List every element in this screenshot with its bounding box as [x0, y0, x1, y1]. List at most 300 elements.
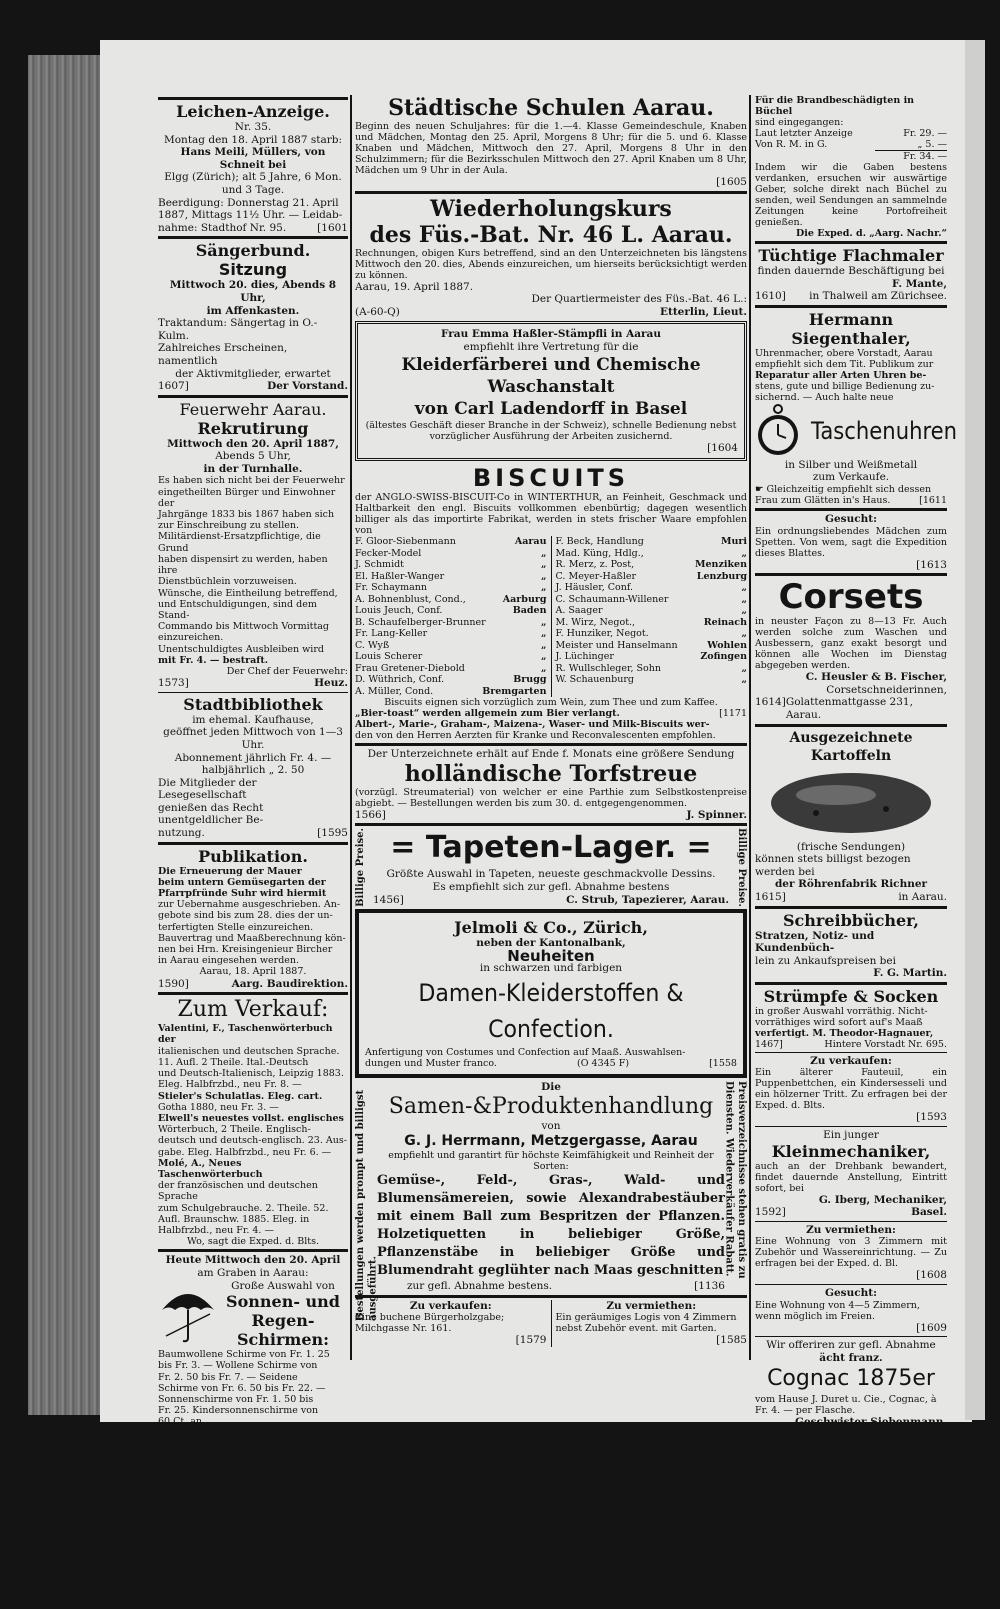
rule — [755, 305, 947, 308]
dealer-row — [355, 628, 547, 640]
ad-signature: Geschwister Siebenmann, — [795, 1416, 947, 1429]
ad-saengerbund — [158, 241, 348, 392]
ad-title: Städtische Schulen Aarau. — [388, 95, 714, 121]
ad-line: Militärdienst-Ersatzpflichtige, die Grund — [158, 531, 321, 554]
ad-line: Aufl. Braunschw. 1885. Eleg. in — [158, 1213, 310, 1225]
dealer-name: Meister und Hanselmann — [555, 639, 678, 651]
ad-line: Valentini, F., Taschenwörterbuch der — [158, 1023, 333, 1046]
ad-ref: (A-60-Q) — [355, 305, 400, 318]
ad-line: der französischen und deutschen Sprache — [158, 1180, 318, 1203]
ad-line: zur Uebernahme ausgeschrieben. An- — [158, 899, 341, 911]
ad-line: der Röhrenfabrik Richner — [774, 878, 928, 891]
ad-signature: F. Mante, — [892, 277, 947, 290]
ad-biscuits — [355, 464, 747, 741]
ad-headline: Taschenuhren — [810, 416, 958, 445]
rule — [158, 1474, 348, 1477]
ad-line: Frau zum Glätten in's Haus. — [755, 494, 891, 506]
rule — [355, 191, 747, 194]
dealer-town: „ — [541, 628, 547, 640]
ad-text: (ältestes Geschäft dieser Branche in der Schweiz), schnelle Bedienung nebst vorzüglicher Ausführung der Arbeiten zusichernd. — [365, 419, 737, 442]
ad-line: einzureichen. — [158, 632, 224, 644]
dealer-name: Louis Jeuch, Conf. — [355, 605, 443, 617]
ad-text: Eine buchene Bürgerholzgabe; Milchgasse Nr. 161. — [355, 1312, 505, 1335]
dealer-name: F. Gloor-Siebenmann — [355, 536, 456, 548]
ad-logis — [552, 1300, 748, 1347]
ad-line: Albert-, Marie-, Graham-, Maizena-, Waser- und Milk-Biscuits wer- — [355, 719, 710, 731]
ad-line: zum Verkaufe. — [812, 471, 890, 484]
ad-line: mit Fr. 4. — bestraft. — [158, 654, 269, 666]
rule — [355, 1295, 747, 1298]
ad-ref: 1612] — [158, 1597, 186, 1609]
rule — [755, 724, 947, 727]
ad-ref: 1467] — [755, 1038, 783, 1050]
ad-line: Gotha 1880, neu Fr. 3. — — [158, 1101, 279, 1113]
ad-title: Gesucht: — [825, 512, 877, 525]
ad-kleinmechaniker — [755, 1129, 947, 1219]
ad-schulen — [355, 95, 747, 189]
ad-line: 1887, Mittags 11½ Uhr. — Leidab- — [158, 209, 343, 222]
ad-line: Sattler und Tapezierer, — [237, 1586, 348, 1598]
ad-line: Wo, sagt die Exped. d. Blts. — [186, 1236, 320, 1248]
ad-line: stens, gute und billige Bedienung zu- — [755, 380, 935, 392]
ad-line: eingetroffen; welche bei — [231, 1541, 348, 1553]
dealer-row — [556, 651, 748, 663]
dealer-name: J. Schmidt — [355, 559, 405, 571]
dealer-row — [355, 663, 547, 675]
ad-subtitle: von Carl Ladendorff in Basel — [414, 398, 688, 419]
dealer-name: Fr. Lang-Keller — [355, 628, 428, 640]
ad-text: Eine Wohnung von 3 Zimmern mit Zubehör und Wassereinrichtung. — Zu erfragen bei der Exped. d. Bl. — [755, 1236, 947, 1270]
dealer-row — [556, 594, 748, 606]
ad-zu-vermiethen — [755, 1224, 947, 1282]
ad-line: Bauvertrag und Maaßberechnung kön- — [158, 932, 346, 944]
ad-line: Uhrenmacher, obere Vorstadt, Aarau — [755, 347, 933, 359]
ad-subtitle: Neuheiten — [507, 946, 595, 965]
rule — [755, 1052, 947, 1053]
dealer-town: „ — [741, 547, 747, 559]
ad-line: können stets billigst bezogen werden bei — [755, 853, 911, 878]
ad-title: Zu vermiethen: — [606, 1299, 697, 1312]
ad-line: Achtungsvoll — [158, 1446, 228, 1459]
ad-text: auch an der Drehbank bewandert, findet dauernde Anstellung, Eintritt sofort, bei — [755, 1160, 947, 1194]
ad-title: Feuerwehr Aarau. — [179, 399, 327, 419]
dealer-town: Bremgarten — [482, 685, 547, 697]
ad-line: Hintere Vorstadt Nr. 695. — [824, 1038, 947, 1050]
rule — [755, 1126, 947, 1127]
ad-line: Eleg. Halbfrzbd., neu Fr. 8. — — [158, 1079, 302, 1091]
ad-line: deutsch und deutsch-englisch. 23. Aus- — [158, 1135, 347, 1147]
dealer-name: Louis Scherer — [355, 651, 423, 663]
ad-stadtbibliothek — [158, 695, 348, 840]
ad-signature: Die Exped. d. „Aarg. Nachr.“ — [796, 228, 947, 239]
ad-line: sind eingegangen: — [755, 117, 844, 128]
dealer-name: B. Schaufelberger-Brunner — [355, 616, 486, 628]
ad-line: Von R. M. in G. — [755, 139, 828, 150]
dealer-row — [556, 582, 748, 594]
dealer-name: R. Merz, z. Post, — [555, 559, 635, 571]
ad-title: Zum Verkauf: — [177, 997, 329, 1023]
rule — [755, 1444, 947, 1447]
rule — [158, 1249, 348, 1252]
ad-ref: [1616 — [317, 1446, 348, 1459]
ad-title: Gesucht: — [825, 1287, 877, 1300]
ad-ref: [1613 — [916, 558, 947, 571]
rule — [755, 508, 947, 511]
ad-faerberei — [355, 321, 747, 461]
ad-line: Eduard Lüthy, — [273, 1575, 348, 1587]
ad-title: Wiederholungskurs — [430, 195, 672, 222]
dealer-row — [556, 536, 748, 548]
ad-line: genießen das Recht unentgeldlicher Be- — [158, 801, 264, 827]
dealer-name: Mad. Küng, Hdlg., — [555, 547, 644, 559]
dealer-row — [355, 536, 547, 548]
book-spine — [28, 55, 108, 1415]
ad-publikation — [158, 847, 348, 991]
rule — [355, 823, 747, 826]
potato-icon — [766, 769, 936, 837]
rule — [158, 842, 348, 845]
ad-line: billigen Preisen zu gefl. — [234, 1553, 348, 1565]
ad-line: empfiehlt sich dem Tit. Publikum zur — [755, 358, 934, 370]
ad-zum-verkauf — [158, 997, 348, 1247]
dealer-name: M. Wirz, Negot., — [555, 616, 636, 628]
ad-ref: 1573] — [158, 677, 189, 690]
dealer-name: A. Bohnenblust, Cond., — [355, 593, 466, 605]
ad-title: Cognac 1875er — [767, 1366, 935, 1392]
ad-line: Halbfrzbd., neu Fr. 4. — — [158, 1224, 274, 1236]
ad-line: geöffnet jeden Mittwoch von 1—3 Uhr. — [163, 726, 343, 751]
ad-slogan: Große Auswahl! — [181, 1427, 325, 1447]
ad-line: Größte Auswahl in Tapeten, neueste geschmackvolle Dessins. — [386, 868, 716, 881]
rule — [755, 573, 947, 576]
rule — [158, 395, 348, 398]
ad-line: zur gefl. Abnahme bestens. — [407, 1280, 553, 1293]
dealer-row — [556, 640, 748, 652]
ad-title: Stadtbibliothek — [183, 694, 323, 714]
dealer-town: Reinach — [703, 616, 747, 628]
ad-line: in Aarau. — [898, 890, 947, 903]
ad-ref: 1592] — [755, 1206, 786, 1219]
ad-line: Commando bis Mittwoch Vormittag — [158, 621, 330, 633]
ad-title: BISCUITS — [472, 464, 630, 493]
dealer-name: A. Saager — [555, 605, 603, 617]
ad-signature: Etterlin, Lieut. — [659, 305, 747, 318]
dealer-row — [355, 617, 547, 629]
ad-line: Molé, A., Neues Taschenwörterbuch — [158, 1157, 263, 1180]
ad-line: neben der Kantonalbank, — [476, 937, 626, 950]
dealer-town: „ — [541, 547, 547, 559]
ad-text: Ein geräumiges Logis von 4 Zimmern nebst Zubehör event. mit Garten. — [555, 1312, 737, 1335]
dealer-town: „ — [541, 662, 547, 674]
ad-text: der ANGLO-SWISS-BISCUIT-Co in WINTERTHUR, an Feinheit, Geschmack und Haltbarkeit den engl. Biscuits vollkommen ebenbürtig; dagegen wesentlich billiger als das importirte Fabrikat, werden in stets frischer Waare empfohlen von — [355, 492, 747, 537]
dealer-name: C. Schaumann-Willener — [555, 593, 669, 605]
ad-text: Ein Knabe von 16—18 Jahren könnte unter günstigen Bedingungen in die Lehre treten. Nachfrage beim Verleger dieses Blattes. — [755, 1467, 947, 1512]
rule — [158, 992, 348, 995]
ad-line: im Affenkasten. — [206, 304, 300, 317]
ad-line: nen bei Hrn. Kreisingenieur Bircher — [158, 944, 333, 956]
ad-line: Laut letzter Anzeige — [755, 128, 853, 139]
ad-line: Schirme von Fr. 6. 50 bis Fr. 22. — — [158, 1382, 326, 1394]
ad-title: Sonnen- und — [226, 1292, 340, 1312]
dealer-name: F. Beck, Handlung — [555, 536, 644, 548]
ad-ref: [1595 — [317, 827, 348, 840]
column-rule-2 — [749, 95, 751, 1360]
ad-gesucht-maedchen — [755, 513, 947, 571]
ad-ref: 1566] — [355, 808, 386, 821]
dealer-row — [556, 663, 748, 675]
ad-ref: 1590] — [158, 977, 189, 990]
ad-schirme — [158, 1254, 348, 1471]
ad-cognac — [755, 1339, 947, 1441]
dealer-town: „ — [541, 616, 547, 628]
ad-ref: [1605 — [716, 176, 747, 188]
rule — [755, 906, 947, 909]
column-right — [755, 95, 958, 1524]
dealer-row — [556, 559, 748, 571]
ad-line: und 3 Tage. — [221, 183, 285, 196]
ad-line: Stieler's Schulatlas. Eleg. cart. — [158, 1090, 323, 1102]
ad-flachmaler — [755, 246, 947, 303]
dealer-town: „ — [741, 582, 747, 594]
rule — [158, 236, 348, 239]
ad-line: in Thalweil am Zürichsee. — [809, 290, 947, 303]
ad-kinderwagen — [158, 1479, 384, 1609]
dealer-name: W. Schauenburg — [555, 674, 634, 686]
dealer-row — [556, 628, 748, 640]
ad-subtitle: G. J. Herrmann, Metzgergasse, Aarau — [404, 1133, 698, 1150]
ad-side-text: Preisverzeichnisse stehen gratis zu Diensten. Wiederverkäufer Rabatt. — [723, 1080, 747, 1279]
ad-line: Beerdigung: Donnerstag 21. April — [158, 196, 339, 209]
ad-torfstreue — [355, 748, 747, 821]
ad-line: gabe. Eleg. Halbfrzbd., neu Fr. 6. — — [158, 1146, 332, 1158]
ad-title: Leichen-Anzeige. — [176, 102, 330, 121]
ad-holzgabe — [355, 1300, 552, 1347]
dealer-row — [556, 605, 748, 617]
ad-line: Die — [541, 1080, 561, 1093]
pocket-watch-icon — [755, 403, 801, 459]
ad-ref: [1579 — [515, 1334, 547, 1347]
ad-text: Rechnungen, obigen Kurs betreffend, sind an den Unterzeichneten bis längstens Mittwoch den 20. dies, Abends einzureichen, um hierseits berücksichtigt werden zu können. — [355, 247, 747, 281]
ad-ref: [1569 — [916, 1511, 947, 1524]
ad-zu-verkaufen — [755, 1055, 947, 1124]
ad-line: Sonnenschirme von Fr. 1. 50 bis — [158, 1393, 314, 1405]
ad-title: Strümpfe & Socken — [763, 986, 939, 1006]
ad-ref: 1456] — [373, 893, 404, 906]
ad-line: eingetheilten Bürger und Einwohner der — [158, 486, 336, 509]
ad-title: Schreibbücher, — [782, 910, 919, 930]
column-middle — [355, 95, 747, 1347]
ad-line: der Aktivmitglieder, erwartet — [175, 367, 331, 380]
ad-signature: F. G. Martin. — [873, 967, 947, 980]
ad-tapeten — [355, 828, 747, 906]
ad-struempfe — [755, 987, 947, 1050]
umbrella-icon — [158, 1284, 218, 1344]
ad-text: Ein älterer Fauteuil, ein Puppenbettchen, ein Kindersesseli und ein hölzerner Tritt. Zu erfragen bei der Exped. d. Blts. — [755, 1067, 947, 1112]
ad-line: Fr. 2. 50 bis Fr. 7. — Seidene — [158, 1371, 298, 1383]
ad-line: Mittwoch 20. dies, Abends 8 Uhr, — [169, 279, 337, 304]
ad-ref: [1136 — [694, 1280, 725, 1293]
rule — [755, 241, 947, 244]
dealer-row — [355, 582, 547, 594]
ad-line: haben dispensirt zu werden, haben ihre — [158, 553, 328, 577]
ad-line: Biscuits eignen sich vorzüglich zum Wein, zum Thee und zum Kaffee. — [384, 697, 718, 709]
ad-line: halbjährlich „ 2. 50 — [201, 764, 305, 777]
ad-line: Es empfiehlt sich zur gefl. Abnahme bestens — [432, 880, 670, 893]
ad-line: Elwell's neuestes vollst. englisches — [158, 1112, 344, 1124]
ad-line: Montag den 18. April 1887 starb: — [163, 133, 343, 146]
ad-subtitle: Rekrutirung — [197, 418, 309, 438]
dealer-name: Frau Gretener-Diebold — [355, 662, 465, 674]
ad-title: Zu vermiethen: — [806, 1223, 896, 1236]
ad-line: Jahrgänge 1833 bis 1867 haben sich — [158, 509, 335, 521]
ad-title: Sängerbund. — [195, 241, 311, 261]
dealer-name: R. Wullschleger, Sohn — [555, 662, 661, 674]
ad-gesucht-wohnung — [755, 1287, 947, 1334]
ad-line: Hans Meili, Müllers, von Schneit bei — [180, 146, 326, 171]
ad-line: Wörterbuch, 2 Theile. Englisch- — [158, 1124, 311, 1136]
dealer-name: Fr. Schaymann — [355, 582, 428, 594]
ad-line: Rathhausgasse. — [272, 1597, 348, 1609]
dealer-name: C. Meyer-Haßler — [555, 570, 637, 582]
ad-title: Zu verkaufen: — [409, 1299, 492, 1312]
dealer-town: „ — [741, 593, 747, 605]
ad-line: Der Chef der Feuerwehr: — [226, 665, 348, 677]
ad-title: Hermann Siegenthaler, — [791, 309, 911, 348]
ad-ref: [1171 — [719, 708, 747, 720]
rule — [158, 97, 348, 100]
ad-line: (frische Sendungen) — [796, 840, 906, 853]
ad-title: Tüchtige Flachmaler — [758, 246, 944, 265]
ad-line: Die Erneuerung der Mauer — [158, 865, 302, 877]
ad-text: (vorzügl. Streumaterial) von welcher er eine Parthie zum Selbstkostenpreise abgiebt. — Bestellungen werden bis zum 30. d. entgegengenommen. — [355, 786, 747, 809]
ad-line: Für die Brandbeschädigten in Büchel — [755, 95, 915, 117]
ad-line: 11. Aufl. 2 Theile. Ital.-Deutsch — [158, 1056, 309, 1068]
ad-title: Samen-&Produktenhandlung — [388, 1093, 714, 1119]
ad-ref: 1607] — [158, 380, 189, 393]
ad-line: Abends 5 Uhr, — [215, 450, 291, 463]
ad-line: empfiehlt ihre Vertretung für die — [463, 340, 639, 353]
ad-line: Ein junger — [823, 1129, 879, 1142]
ad-line: Wir offeriren zur gefl. Abnahme — [766, 1339, 936, 1352]
ad-jelmoli — [355, 909, 747, 1078]
ad-text: Eine Wohnung von 4—5 Zimmern, wenn möglich im Freien. — [755, 1299, 920, 1322]
dealer-town: „ — [541, 582, 547, 594]
dealer-town: „ — [541, 570, 547, 582]
ad-title: Zu verkaufen: — [810, 1054, 892, 1067]
ad-line: Fr. 25. Kindersonnenschirme von — [158, 1405, 319, 1417]
ad-title: Kleiderfärberei und Chemische Waschanstalt — [401, 354, 701, 397]
dealer-town: „ — [741, 628, 747, 640]
ad-headline: Damen-Kleiderstoffen & Confection. — [418, 978, 684, 1043]
ad-wiederholungskurs — [355, 196, 747, 319]
page-edge — [965, 40, 985, 1420]
dealer-row — [355, 559, 547, 571]
ad-line: „Bier-toast“ werden allgemein zum Bier verlangt. — [355, 708, 620, 720]
dealer-row — [355, 594, 547, 606]
dealer-row — [355, 686, 547, 698]
ad-line: Die Mitglieder der Lesegesellschaft — [158, 776, 257, 802]
ad-line: dungen und Muster franco. — [365, 1057, 497, 1069]
ad-text: empfiehlt und garantirt für höchste Keimfähigkeit und Reinheit der Sorten: — [388, 1150, 714, 1173]
ad-line: Bayr. Bierhalle. — [864, 1429, 947, 1441]
rule — [755, 1221, 947, 1222]
dealer-name: J. Häusler, Conf. — [555, 582, 634, 594]
ad-line: verfertigt. M. Theodor-Hagnauer, — [755, 1027, 934, 1039]
ad-ref: [1558 — [709, 1057, 737, 1069]
dealer-town: Baden — [512, 605, 547, 617]
dealer-town: „ — [741, 662, 747, 674]
ad-line: Abnahme bestens empfiehlt — [158, 1564, 293, 1576]
ad-buechel — [755, 95, 947, 239]
ad-title: Jelmoli & Co., Zürich, — [454, 918, 648, 938]
ad-line: Wünsche, die Eintheilung betreffend, — [158, 587, 338, 599]
ad-line: in der Turnhalle. — [203, 462, 303, 475]
dealer-name: D. Wüthrich, Conf. — [355, 674, 445, 686]
ad-line: beim untern Gemüsegarten der — [158, 876, 326, 888]
ad-line: Zahlreiches Erscheinen, namentlich — [158, 342, 288, 367]
dealer-row — [556, 674, 748, 686]
rule — [158, 692, 348, 693]
dealer-row — [355, 651, 547, 663]
dealer-town: Menziken — [694, 559, 747, 571]
ad-line: im ehemal. Kaufhause, — [192, 713, 314, 726]
ad-line: zum Schulgebrauche. 2. Theile. 52. — [158, 1202, 329, 1214]
dealer-name: A. Müller, Cond. — [355, 685, 434, 697]
ad-signature: J. Spinner. — [686, 808, 747, 821]
ad-text: Ein ordnungsliebendes Mädchen zum Spetten. Von wem, sagt die Expedition dieses Blattes. — [755, 525, 947, 559]
ad-signature: G. Iberg, Mechaniker, — [818, 1193, 947, 1206]
ad-line: sichernd. — Auch halte neue — [755, 391, 894, 403]
ad-kartoffeln — [755, 729, 947, 904]
ad-ref: [1604 — [707, 441, 738, 454]
ad-number: Nr. 35. — [234, 121, 272, 133]
dealer-town: „ — [741, 674, 747, 686]
ad-line: nutzung. — [158, 827, 205, 840]
ad-feuerwehr — [158, 400, 348, 690]
dealer-town: Aarau — [514, 536, 547, 548]
ad-side-text: Billige Preise. — [736, 828, 747, 908]
dealer-name: C. Wyß — [355, 639, 390, 651]
ad-baeckerlehrling — [755, 1449, 947, 1525]
ad-title: Publikation. — [198, 846, 308, 866]
ad-subtitle: des Füs.-Bat. Nr. 46 L. Aarau. — [369, 221, 733, 248]
rule — [755, 1284, 947, 1285]
ad-line: Corsetschneiderinnen, — [826, 683, 947, 696]
ad-line: Pfarrpfründe Suhr wird hiermit — [158, 888, 327, 900]
ad-text: in neuster Façon zu 8—13 Fr. Auch werden solche zum Waschen und Ausbessern, ganz exakt besorgt und können alle Wochen im Dienstag abgegeben werden. — [755, 616, 947, 672]
ad-text: vom Hause J. Duret u. Cie., Cognac, à Fr. 4. — per Flasche. — [755, 1394, 937, 1417]
ad-line: am Graben in Aarau: — [197, 1266, 309, 1279]
dealer-row — [355, 674, 547, 686]
pointing-hand-icon: ☛ — [755, 483, 767, 495]
ad-line: Große Auswahl von — [231, 1279, 335, 1292]
ad-corsets — [755, 578, 947, 721]
ad-line: lein zu Ankaufspreisen bei — [755, 954, 896, 967]
ad-ref: [1608 — [916, 1269, 947, 1282]
dealer-town: Lenzburg — [696, 570, 747, 582]
dealer-row — [556, 548, 748, 560]
ad-ref: 1610] — [755, 290, 786, 303]
ad-line: zur Einschreibung zu stellen. — [158, 520, 300, 532]
dealer-row — [355, 548, 547, 560]
ad-signature: Heuz. — [314, 677, 348, 690]
ad-line: Es haben sich nicht bei der Feuerwehr — [158, 475, 345, 487]
ad-line: Basel. — [911, 1206, 947, 1219]
dealer-town: „ — [541, 651, 547, 663]
rule — [755, 1336, 947, 1337]
ad-line: Unentschuldigtes Ausbleiben wird — [158, 643, 324, 655]
ad-ref: [1609 — [916, 1321, 947, 1334]
